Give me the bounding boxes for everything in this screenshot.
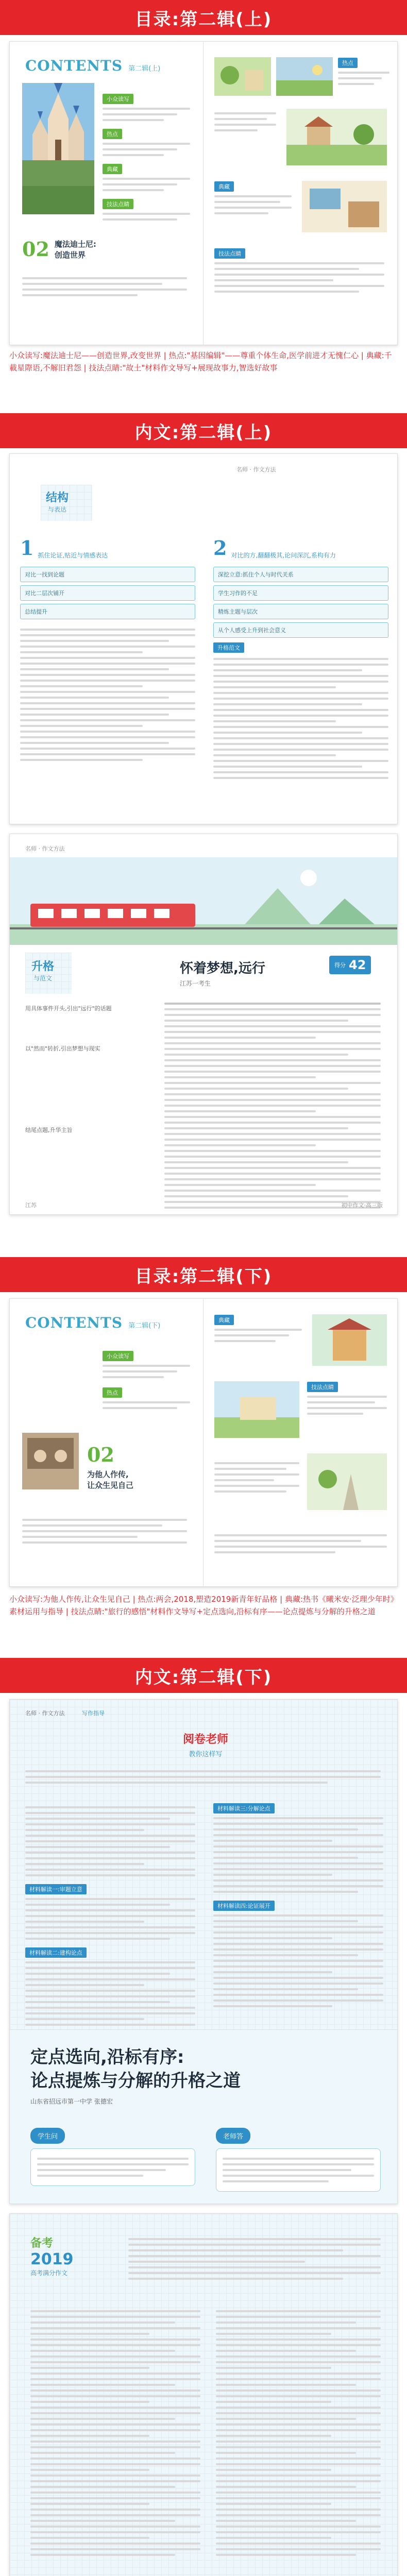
structure-title: 结构 bbox=[46, 492, 69, 504]
upgrade-sub: 与范文 bbox=[33, 975, 53, 982]
side-note: 用具体事件开头,引出"远行"的话题 bbox=[25, 1005, 112, 1012]
people-photo bbox=[22, 1433, 79, 1489]
note-box: 深挖立意:抓住个人与时代关系 bbox=[213, 567, 388, 582]
section-title: 目录:第二辑(上) bbox=[134, 9, 273, 30]
section-tag: 升格范文 bbox=[213, 642, 244, 653]
lesson-number: 02 bbox=[87, 1443, 114, 1466]
article-byline: 山东省招远市第一中学 张德宏 bbox=[30, 2098, 113, 2105]
part-title: 对比的方,翻翻极其,论问深沉,系构有力 bbox=[231, 552, 336, 559]
toc1-caption: 小众读写:魔法迪士尼——创造世界,改变世界 | 热点:"基因编辑"——尊重个体生命,医学前进才无愧仁心 | 典藏:千載星際语,不解旧君怨 | 技法点睛:"故土"材料作文导写+展现故事力,智选好故事 bbox=[9, 351, 392, 372]
toc-entry-label: 热点 bbox=[103, 129, 122, 139]
toc-entry-label: 热点 bbox=[103, 1387, 122, 1398]
part-title: 抓住论证,贴近与情感表达 bbox=[38, 552, 108, 559]
step-box: 对比二层次铺开 bbox=[20, 585, 195, 601]
footer-right: 初中作文·高三版 bbox=[341, 1202, 383, 1209]
section-banner-content1 bbox=[0, 413, 407, 448]
content2-page1 bbox=[9, 1699, 398, 2204]
step-box: 对比一找到论题 bbox=[20, 567, 195, 582]
lesson-title: 魔法迪士尼: bbox=[54, 239, 96, 249]
structure-badge bbox=[41, 485, 92, 521]
teacher-answer-label: 老师答 bbox=[216, 2128, 250, 2144]
content1-page2 bbox=[9, 834, 398, 1215]
contents-subheading: 第二辑(上) bbox=[128, 65, 161, 73]
toc2-caption: 小众读写:为他人作传,让众生见自己 | 热点:两会,2018,塑造2019新青年好品格 | 典藏:热书《曦米安·泛理少年时》素材运用与指导 | 技法点睛:"旅行的感悟"材料作文导写+定点选向,沿标有序——论点提炼与分解的升格之道 bbox=[9, 1595, 395, 1616]
contents-heading: CONTENTS bbox=[25, 57, 123, 74]
analysis-box-label: 材料解读四:论证展开 bbox=[213, 1901, 275, 1911]
toc-entry-label: 技法点睛 bbox=[214, 248, 245, 259]
section-title: 内文:第二辑(下) bbox=[134, 1667, 273, 1688]
page-header: 名师 · 作文方法 bbox=[25, 1710, 65, 1717]
toc1-spread bbox=[9, 41, 398, 345]
student-question-label: 学生问 bbox=[30, 2128, 65, 2144]
lesson-title: 为他人作传, bbox=[87, 1470, 129, 1479]
score-value: 42 bbox=[349, 958, 366, 972]
footer-left: 江苏 bbox=[25, 1202, 37, 1209]
section-banner-content2 bbox=[0, 1658, 407, 1693]
train-illustration bbox=[10, 857, 398, 945]
content2-page2 bbox=[9, 2213, 398, 2576]
essay-title: 怀着梦想,远行 bbox=[180, 961, 265, 976]
castle-illustration bbox=[22, 83, 94, 214]
section-title: 内文:第二辑(上) bbox=[134, 422, 273, 443]
analysis-box-label: 材料解读一:审题立意 bbox=[25, 1884, 87, 1894]
toc-entry-label: 技法点睛 bbox=[307, 1382, 338, 1392]
question-bubble bbox=[30, 2148, 195, 2186]
score-badge bbox=[329, 956, 371, 974]
section-banner-toc1 bbox=[0, 0, 407, 35]
score-label: 得分 bbox=[334, 962, 346, 969]
school-illustration bbox=[214, 1381, 299, 1438]
toc-entry-label: 小众读写 bbox=[103, 1351, 133, 1361]
note-box: 精炼主题与层次 bbox=[213, 604, 388, 619]
exam-year: 2019 bbox=[30, 2250, 74, 2268]
content1-page1 bbox=[9, 453, 398, 824]
park-illustration bbox=[276, 57, 333, 96]
part-number: 1 bbox=[20, 536, 34, 560]
exam-sub: 高考满分作文 bbox=[30, 2269, 68, 2277]
toc-entry-label: 典藏 bbox=[103, 164, 122, 174]
mentor-title: 阅卷老师 bbox=[182, 1733, 228, 1746]
section-title: 目录:第二辑(下) bbox=[134, 1266, 273, 1287]
upgrade-title: 升格 bbox=[31, 960, 55, 973]
upgrade-badge bbox=[25, 953, 72, 994]
note-box: 学生习作的不足 bbox=[213, 585, 388, 601]
step-box: 总结提升 bbox=[20, 604, 195, 619]
essay-author: 江苏一考生 bbox=[180, 980, 211, 987]
toc1-right-page bbox=[204, 42, 398, 345]
toc-entry-label: 典藏 bbox=[214, 1315, 234, 1325]
section-banner-toc2 bbox=[0, 1257, 407, 1292]
toc1-left-page bbox=[10, 42, 204, 345]
road-illustration bbox=[307, 1453, 387, 1510]
toc-entry-label: 小众读写 bbox=[103, 94, 133, 104]
mentor-sub: 教你这样写 bbox=[189, 1751, 223, 1758]
classroom-illustration bbox=[302, 181, 387, 232]
contents-heading: CONTENTS bbox=[25, 1314, 123, 1331]
toc2-spread bbox=[9, 1298, 398, 1587]
analysis-box-label: 材料解读三:分解论点 bbox=[213, 1803, 275, 1814]
answer-bubble bbox=[216, 2148, 381, 2192]
part-number: 2 bbox=[213, 536, 227, 560]
lesson-title-line2: 让众生见自己 bbox=[87, 1481, 134, 1490]
toc-entry-label: 技法点睛 bbox=[103, 199, 133, 209]
toc2-right-page bbox=[204, 1299, 398, 1586]
toc-entry-label: 热点 bbox=[338, 58, 358, 68]
toc-entry-label: 典藏 bbox=[214, 181, 234, 192]
toc2-left-page bbox=[10, 1299, 204, 1586]
structure-sub: 与表达 bbox=[48, 506, 67, 513]
lesson-number: 02 bbox=[22, 238, 49, 261]
gate-illustration bbox=[312, 1314, 387, 1366]
article-title-line2: 论点提炼与分解的升格之道 bbox=[30, 2071, 241, 2091]
article-title-line1: 定点选向,沿标有序: bbox=[30, 2047, 184, 2067]
column-label: 名师 · 作文方法 bbox=[236, 466, 276, 473]
countryside-illustration bbox=[286, 109, 387, 165]
column-label: 名师 · 作文方法 bbox=[25, 845, 65, 852]
page-header-right: 写作指导 bbox=[82, 1710, 105, 1717]
lesson-title-line2: 创造世界 bbox=[54, 250, 86, 260]
exam-word: 备考 bbox=[30, 2237, 54, 2250]
note-box: 从个人感受上升到社会意义 bbox=[213, 622, 388, 638]
garden-illustration bbox=[214, 57, 271, 96]
analysis-box-label: 材料解读二:建构论点 bbox=[25, 1947, 87, 1958]
side-note: 以"然而"转折,引出梦想与现实 bbox=[25, 1045, 100, 1052]
side-note: 结尾点题,升华主旨 bbox=[25, 1127, 73, 1133]
contents-subheading: 第二辑(下) bbox=[128, 1322, 161, 1330]
